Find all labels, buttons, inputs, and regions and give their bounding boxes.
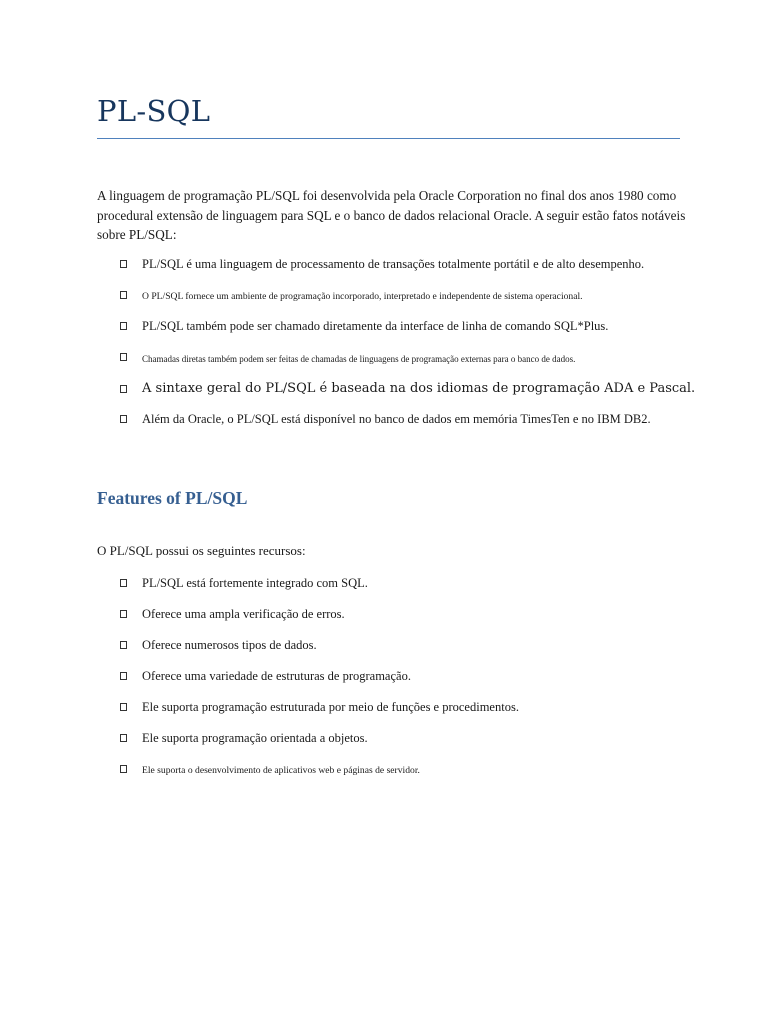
list-item	[0, 255, 768, 275]
square-bullet-icon	[120, 672, 127, 680]
square-bullet-icon	[120, 734, 127, 742]
square-bullet-icon	[120, 385, 127, 393]
list-item-text: Oferece numerosos tipos de dados.	[142, 638, 317, 652]
list-item	[0, 286, 768, 306]
list-item	[0, 410, 768, 430]
list-item-text: Além da Oracle, o PL/SQL está disponível no banco de dados em memória TimesTen e no IBM DB2.	[142, 412, 651, 426]
list-item	[0, 729, 768, 749]
square-bullet-icon	[120, 765, 127, 773]
list-item-text: PL/SQL é uma linguagem de processamento de transações totalmente portátil e de alto desempenho.	[142, 257, 645, 271]
list-item	[0, 605, 768, 625]
list-item	[0, 380, 768, 400]
square-bullet-icon	[120, 322, 127, 330]
list-item-text: Ele suporta programação estruturada por meio de funções e procedimentos.	[142, 700, 519, 714]
intro-paragraph: A linguagem de programação PL/SQL foi desenvolvida pela Oracle Corporation no final dos anos 1980 como procedural extensão de linguagem para SQL e o banco de dados relacional Oracle. A seguir estão fatos notáveis sobre PL/SQL:	[97, 188, 686, 242]
list-item-text: PL/SQL está fortemente integrado com SQL.	[142, 576, 368, 590]
list-item	[0, 760, 768, 780]
page-title: PL-SQL	[97, 94, 211, 128]
list-item-text: Ele suporta o desenvolvimento de aplicativos web e páginas de servidor.	[142, 765, 420, 776]
list-item	[0, 317, 768, 337]
square-bullet-icon	[120, 641, 127, 649]
list-item-text: A sintaxe geral do PL/SQL é baseada na dos idiomas de programação ADA e Pascal.	[142, 381, 696, 396]
list-item	[0, 574, 768, 594]
list-item-text: Chamadas diretas também podem ser feitas de chamadas de linguagens de programação externas para o banco de dados.	[142, 354, 576, 364]
list-item-text: Ele suporta programação orientada a objetos.	[142, 731, 368, 745]
square-bullet-icon	[120, 703, 127, 711]
square-bullet-icon	[120, 610, 127, 618]
features-intro: O PL/SQL possui os seguintes recursos:	[97, 543, 306, 558]
list-item	[0, 348, 768, 368]
features-heading: Features of PL/SQL	[97, 488, 248, 508]
title-underline	[97, 138, 680, 139]
square-bullet-icon	[120, 415, 127, 423]
square-bullet-icon	[120, 353, 127, 361]
square-bullet-icon	[120, 291, 127, 299]
list-item-text: Oferece uma variedade de estruturas de programação.	[142, 669, 411, 683]
square-bullet-icon	[120, 579, 127, 587]
list-item	[0, 636, 768, 656]
list-item	[0, 698, 768, 718]
square-bullet-icon	[120, 260, 127, 268]
list-item	[0, 667, 768, 687]
list-item-text: O PL/SQL fornece um ambiente de programação incorporado, interpretado e independente de sistema operacional.	[142, 291, 583, 302]
list-item-text: Oferece uma ampla verificação de erros.	[142, 607, 345, 621]
list-item-text: PL/SQL também pode ser chamado diretamente da interface de linha de comando SQL*Plus.	[142, 319, 609, 333]
